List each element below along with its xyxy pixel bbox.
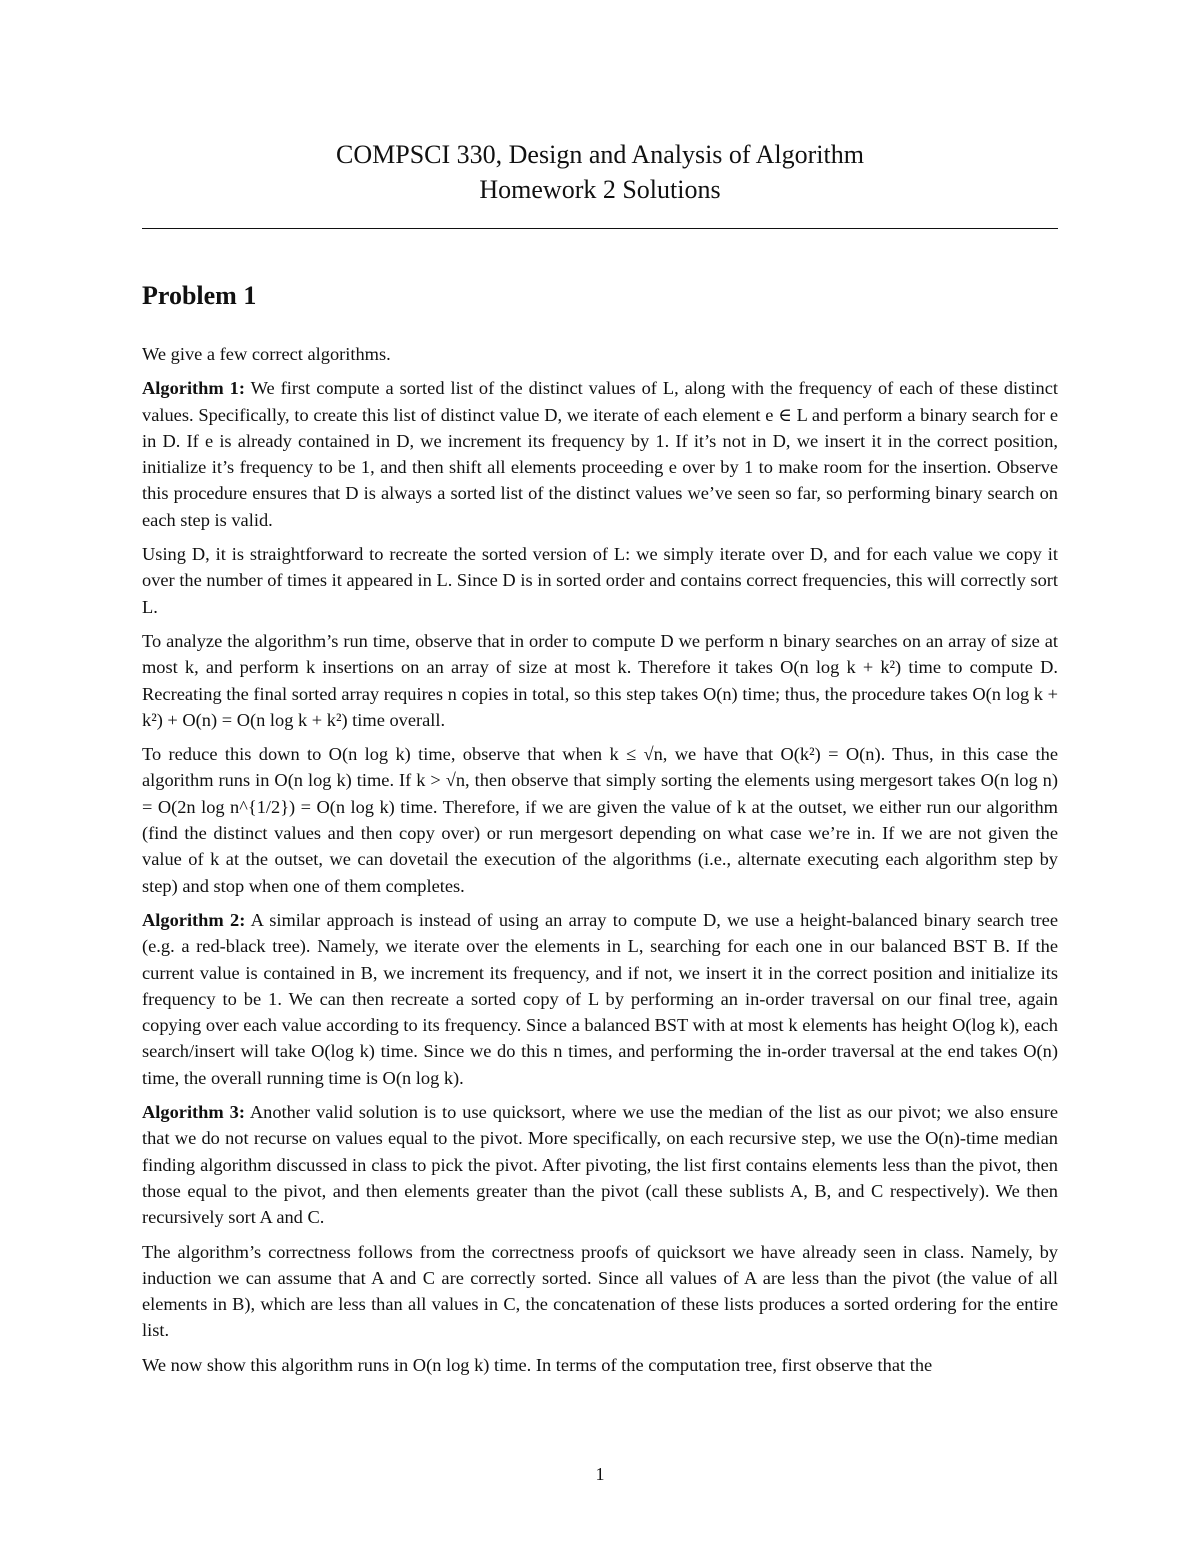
algorithm-3-text-1: Another valid solution is to use quicksort, where we use the median of the list as our pivot; we also ensure that we do not recurse on values equal to the pivot. More specifically, on each recursive step, we use the O(n)-time median finding algorithm discussed in class to pick the pivot. After pivoting, the list first contains elements less than the pivot, then those equal to the pivot, and then elements greater than the pivot (call these sublists A, B, and C respectively). We then recursively sort A and C. [142,1102,1058,1228]
document-header [142,137,1058,207]
algorithm-1-paragraph-1 [142,375,1058,533]
algorithm-1-paragraph-2: Using D, it is straightforward to recreate the sorted version of L: we simply iterate over D, and for each value we copy it over the number of times it appeared in L. Since D is in sorted order and contains correct frequencies, this will correctly sort L. [142,544,1058,617]
problem-heading: Problem 1 [142,281,257,310]
algorithm-3-paragraph-1 [142,1099,1058,1230]
problem-body [142,341,1058,1386]
algorithm-3-label: Algorithm 3: [142,1102,245,1123]
algorithm-2-text-1: A similar approach is instead of using an array to compute D, we use a height-balanced binary search tree (e.g. a red-black tree). Namely, we iterate over the elements in L, searching for each one in our balanced BST B. If the current value is contained in B, we increment its frequency, and if not, we insert it in the correct position and initialize its frequency to be 1. We can then recreate a sorted copy of L by performing an in-order traversal on our final tree, again copying over each value according to its frequency. Since a balanced BST with at most k elements has height O(log k), each search/insert will take O(log k) time. Since we do this n times, and performing the in-order traversal at the end takes O(n) time, the overall running time is O(n log k). [142,909,1058,1088]
document-subtitle: Homework 2 Solutions [479,175,721,204]
algorithm-3-paragraph-2: The algorithm’s correctness follows from the correctness proofs of quicksort we have already seen in class. Namely, by induction we can assume that A and C are correctly sorted. Since all values of A are less than the pivot (the value of all elements in B), which are less than all values in C, the concatenation of these lists produces a sorted ordering for the entire list. [142,1241,1058,1341]
algorithm-2-label: Algorithm 2: [142,909,246,930]
header-divider [142,228,1058,229]
course-title: COMPSCI 330, Design and Analysis of Algorithm [336,140,864,169]
page-number: 1 [595,1464,605,1484]
intro-paragraph: We give a few correct algorithms. [142,344,391,364]
algorithm-2-paragraph-1 [142,907,1058,1091]
algorithm-1-paragraph-3: To analyze the algorithm’s run time, observe that in order to compute D we perform n binary searches on an array of size at most k, and perform k insertions on an array of size at most k. Therefore it takes O(n log k + k²) time to compute D. Recreating the final sorted array requires n copies in total, so this step takes O(n) time; thus, the procedure takes O(n log k + k²) + O(n) = O(n log k + k²) time overall. [142,630,1058,730]
algorithm-1-text-1: We first compute a sorted list of the distinct values of L, along with the frequency of each of these distinct values. Specifically, to create this list of distinct value D, we iterate of each element e ∈ L and perform a binary search for e in D. If e is already contained in D, we increment its frequency by 1. If it’s not in D, we insert it in the correct position, initialize it’s frequency to be 1, and then shift all elements proceeding e over by 1 to make room for the insertion. Observe this procedure ensures that D is always a sorted list of the distinct values we’ve seen so far, so performing binary search on each step is valid. [142,378,1058,530]
algorithm-1-paragraph-4: To reduce this down to O(n log k) time, observe that when k ≤ √n, we have that O(k²) = O(n). Thus, in this case the algorithm runs in O(n log k) time. If k > √n, then observe that simply sorting the elements using mergesort takes O(n log n) = O(2n log n^{1/2}) = O(n log k) time. Therefore, if we are given the value of k at the outset, we either run our algorithm (find the distinct values and then copy over) or run mergesort depending on what case we’re in. If we are not given the value of k at the outset, we can dovetail the execution of the algorithms (i.e., alternate executing each algorithm step by step) and stop when one of them completes. [142,744,1058,896]
algorithm-3-paragraph-3: We now show this algorithm runs in O(n log k) time. In terms of the computation tree, first observe that the [142,1354,933,1375]
algorithm-1-label: Algorithm 1: [142,378,245,399]
